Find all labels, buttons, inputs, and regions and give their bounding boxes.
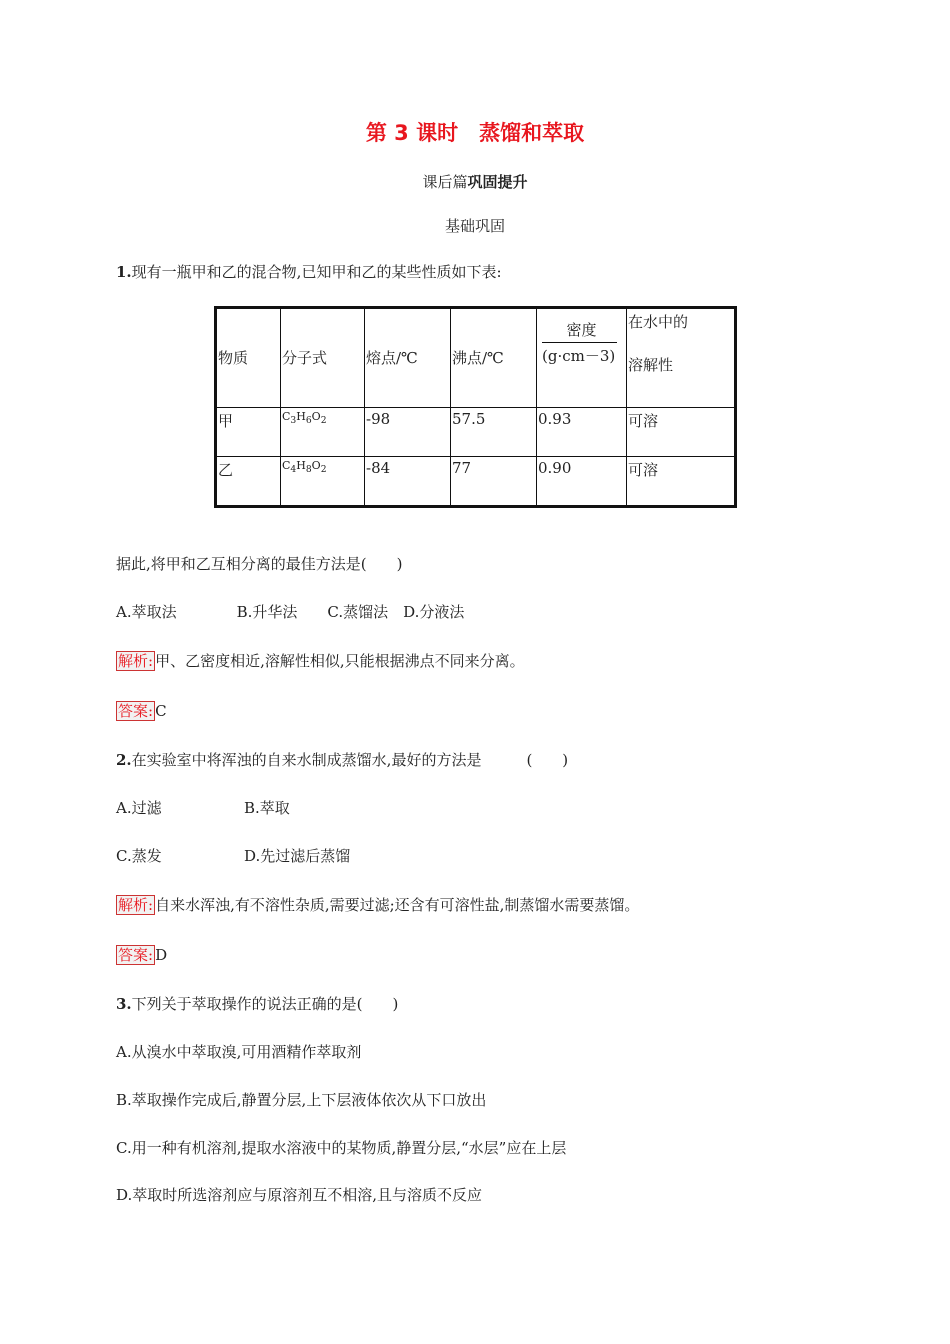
q1-stem: [116, 261, 502, 282]
q2-stem-text: 在实验室中将浑浊的自来水制成蒸馏水,最好的方法是 ( ): [131, 751, 569, 769]
q3-stem: [116, 993, 398, 1014]
table-cell: 0.90: [537, 457, 627, 507]
header-cell: 熔点/℃: [365, 308, 451, 408]
table-cell: 可溶: [627, 407, 736, 457]
density-label: 密度: [566, 321, 597, 339]
table-row: [216, 457, 736, 507]
header-cell-solubility: [627, 308, 736, 408]
table-cell: 可溶: [627, 457, 736, 507]
q3-number: 3.: [116, 995, 132, 1013]
solubility-label-1: 在水中的: [628, 313, 689, 331]
analysis-tag: 解析:: [118, 896, 154, 914]
answer-text: C: [155, 702, 167, 720]
q2-option-a: A.过滤: [116, 799, 162, 817]
q3-option-c: C.用一种有机溶剂,提取水溶液中的某物质,静置分层,“水层”应在上层: [116, 1139, 567, 1157]
table-row: [216, 407, 736, 457]
table-cell: 甲: [216, 407, 281, 457]
header-cell: 分子式: [281, 308, 365, 408]
density-unit: (g·cm－3): [542, 342, 617, 366]
q1-number: 1.: [116, 263, 132, 281]
table-header-row: [216, 308, 736, 408]
q3-option-d: D.萃取时所选溶剂应与原溶剂互不相溶,且与溶质不反应: [116, 1186, 483, 1204]
q1-analysis: [116, 650, 525, 671]
table-cell: 乙: [216, 457, 281, 507]
q1-stem-text: 现有一瓶甲和乙的混合物,已知甲和乙的某些性质如下表:: [131, 263, 502, 281]
q2-answer: [116, 944, 167, 965]
q3-stem-text: 下列关于萃取操作的说法正确的是( ): [131, 995, 399, 1013]
analysis-text: 自来水浑浊,有不溶性杂质,需要过滤;还含有可溶性盐,制蒸馏水需要蒸馏。: [155, 896, 640, 914]
table-cell: 0.93: [537, 407, 627, 457]
header-cell: 沸点/℃: [451, 308, 537, 408]
q3-option-a: A.从溴水中萃取溴,可用酒精作萃取剂: [116, 1043, 362, 1061]
table-cell: $C_3H_6O_2$: [281, 407, 365, 457]
header-cell: 物质: [216, 308, 281, 408]
q2-option-d: D.先过滤后蒸馏: [244, 847, 351, 865]
properties-table: [214, 306, 737, 508]
table-cell: 57.5: [451, 407, 537, 457]
answer-tag: 答案:: [118, 946, 154, 964]
q1-question: 据此,将甲和乙互相分离的最佳方法是( ): [116, 555, 403, 573]
analysis-text: 甲、乙密度相近,溶解性相似,只能根据沸点不同来分离。: [155, 652, 525, 670]
q2-analysis: [116, 894, 639, 915]
q2-number: 2.: [116, 751, 132, 769]
q2-option-b: B.萃取: [244, 799, 290, 817]
header-cell-density: [537, 308, 627, 408]
analysis-tag: 解析:: [118, 652, 154, 670]
section-heading: 基础巩固: [444, 217, 505, 235]
answer-tag: 答案:: [118, 702, 154, 720]
table-cell: $C_4H_8O_2$: [281, 457, 365, 507]
table-cell: 77: [451, 457, 537, 507]
subtitle-bold: 巩固提升: [467, 173, 528, 191]
answer-text: D: [155, 946, 168, 964]
q2-stem: [116, 749, 568, 770]
page-title: 第 3 课时 蒸馏和萃取: [365, 121, 585, 145]
q1-answer: [116, 700, 167, 721]
subtitle-plain: 课后篇: [422, 173, 468, 191]
q2-option-c: C.蒸发: [116, 847, 162, 865]
table-cell: -84: [365, 457, 451, 507]
solubility-label-2: 溶解性: [628, 356, 674, 374]
page-subtitle: [0, 171, 950, 192]
q3-option-b: B.萃取操作完成后,静置分层,上下层液体依次从下口放出: [116, 1091, 487, 1109]
table-cell: -98: [365, 407, 451, 457]
q1-options: A.萃取法 B.升华法 C.蒸馏法 D.分液法: [116, 603, 465, 621]
